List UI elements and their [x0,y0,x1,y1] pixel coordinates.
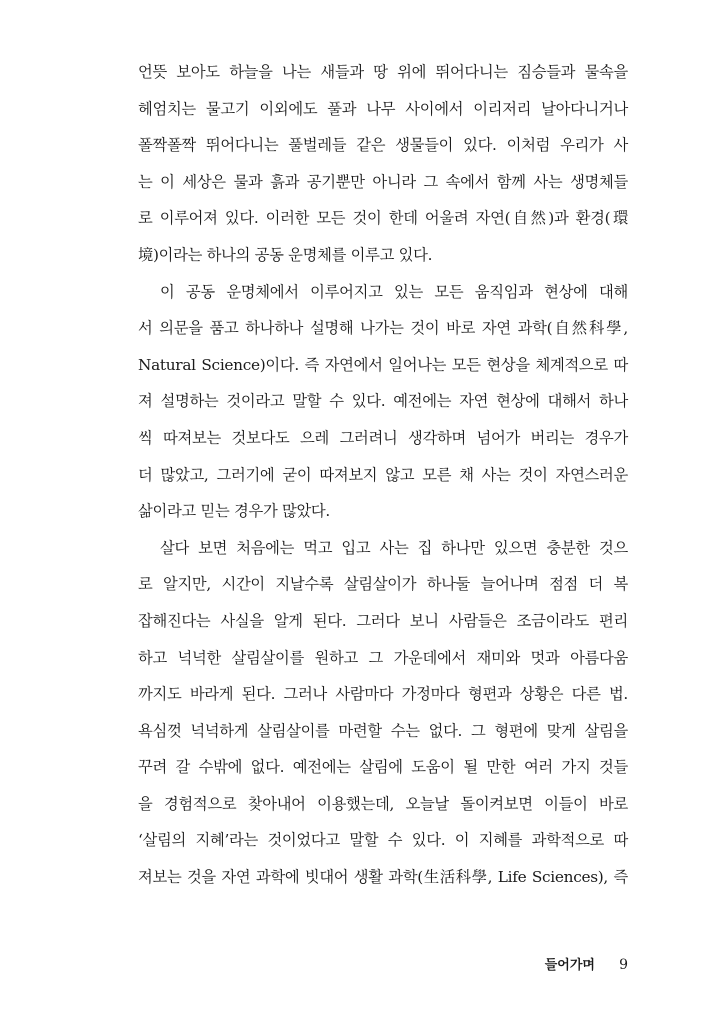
text-line: 더 많았고, 그러기에 굳이 따져보지 않고 모른 채 사는 것이 자연스러운 [138,465,628,484]
body-text [138,54,628,896]
text-line: 씩 따져보는 것보다도 으레 그러려니 생각하며 넘어가 버리는 경우가 [138,428,628,447]
text-line: 헤엄치는 물고기 이외에도 풀과 나무 사이에서 이리저리 날아다니거나 [138,99,628,118]
text-line: 잡해진다는 사실을 알게 된다. 그러다 보니 사람들은 조금이라도 편리 [138,611,628,630]
text-line: 꾸려 갈 수밖에 없다. 예전에는 살림에 도움이 될 만한 여러 가지 것들 [138,758,628,777]
text-line: 져 설명하는 것이라고 말할 수 있다. 예전에는 자연 현상에 대해서 하나 [138,392,628,411]
text-line: 살다 보면 처음에는 먹고 입고 사는 집 하나만 있으면 충분한 것으 [160,538,628,557]
running-title: 들어가며 [544,958,595,973]
text-line: 폴짝폴짝 뛰어다니는 풀벌레들 같은 생물들이 있다. 이처럼 우리가 사 [138,136,628,155]
text-line: 하고 넉넉한 살림살이를 원하고 그 가운데에서 재미와 멋과 아름다움 [138,648,628,667]
text-line: 언뜻 보아도 하늘을 나는 새들과 땅 위에 뛰어다니는 짐승들과 물속을 [138,63,628,81]
text-line: 서 의문을 품고 하나하나 설명해 나가는 것이 바로 자연 과학(自然科學, [138,319,628,338]
text-line: 을 경험적으로 찾아내어 이용했는데, 오늘날 돌이켜보면 이들이 바로 [138,794,628,813]
text-line: 욕심껏 넉넉하게 살림살이를 마련할 수는 없다. 그 형편에 맞게 살림을 [138,721,628,740]
text-line: 境)이라는 하나의 공동 운명체를 이루고 있다. [138,245,433,264]
page-number: 9 [619,957,628,973]
text-line: Natural Science)이다. 즉 자연에서 일어나는 모든 현상을 체계적으로 따 [138,355,628,374]
text-line: 삶이라고 믿는 경우가 많았다. [138,502,330,521]
text-line: 까지도 바라게 된다. 그러나 사람마다 가정마다 형편과 상황은 다른 법. [138,685,628,704]
text-line: 이 공동 운명체에서 이루어지고 있는 모든 움직임과 현상에 대해 [160,282,628,301]
paragraph-3 [138,530,628,896]
text-line: 로 알지만, 시간이 지날수록 살림살이가 하나둘 늘어나며 점점 더 복 [138,575,628,594]
text-line: 는 이 세상은 물과 흙과 공기뿐만 아니라 그 속에서 함께 사는 생명체들 [138,172,628,191]
text-line: 져보는 것을 자연 과학에 빗대어 생활 과학(生活科學, Life Sciences), 즉 [138,868,628,887]
text-line: ‘살림의 지혜’라는 것이었다고 말할 수 있다. 이 지혜를 과학적으로 따 [138,831,628,850]
paragraph-2 [138,274,628,530]
page-footer [0,954,628,973]
text-line: 로 이루어져 있다. 이러한 모든 것이 한데 어울려 자연(自然)과 환경(環 [138,209,628,228]
paragraph-1 [138,54,628,274]
